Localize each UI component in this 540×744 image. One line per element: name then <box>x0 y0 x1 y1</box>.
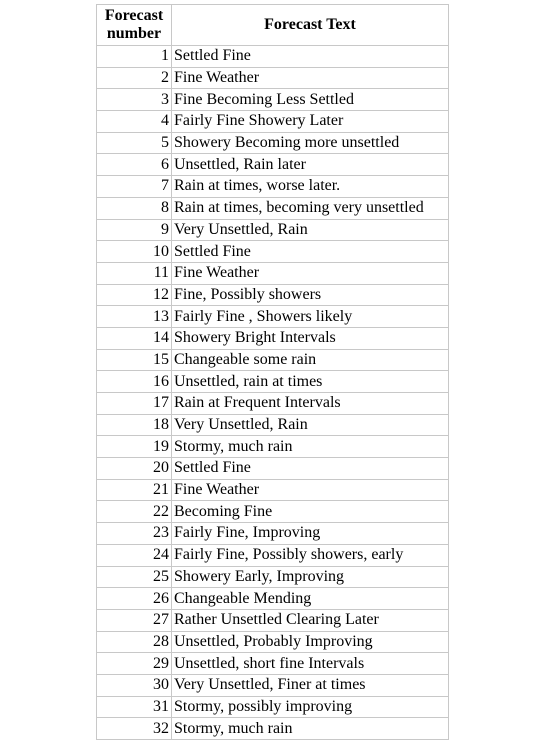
forecast-text-cell: Stormy, possibly improving <box>172 696 449 718</box>
forecast-number-cell: 29 <box>97 653 172 675</box>
table-row <box>97 132 449 154</box>
table-row <box>97 609 449 631</box>
forecast-number-cell: 9 <box>97 219 172 241</box>
forecast-number-cell: 17 <box>97 393 172 415</box>
forecast-text-cell: Settled Fine <box>172 458 449 480</box>
forecast-text-cell: Changeable some rain <box>172 349 449 371</box>
forecast-text-cell: Fine Weather <box>172 262 449 284</box>
table-row <box>97 436 449 458</box>
table-header <box>97 5 449 46</box>
forecast-number-cell: 15 <box>97 349 172 371</box>
forecast-text-cell: Showery Bright Intervals <box>172 327 449 349</box>
forecast-number-cell: 14 <box>97 327 172 349</box>
table-row <box>97 89 449 111</box>
forecast-number-cell: 8 <box>97 197 172 219</box>
forecast-number-cell: 19 <box>97 436 172 458</box>
table-row <box>97 653 449 675</box>
forecast-text-cell: Fine, Possibly showers <box>172 284 449 306</box>
forecast-number-cell: 18 <box>97 414 172 436</box>
forecast-number-cell: 1 <box>97 46 172 68</box>
table-row <box>97 501 449 523</box>
forecast-text-cell: Changeable Mending <box>172 588 449 610</box>
forecast-text-cell: Unsettled, Rain later <box>172 154 449 176</box>
forecast-number-cell: 26 <box>97 588 172 610</box>
header-forecast-number: Forecast number <box>97 5 172 46</box>
table-row <box>97 46 449 68</box>
forecast-text-cell: Stormy, much rain <box>172 436 449 458</box>
table-row <box>97 523 449 545</box>
forecast-text-cell: Fine Weather <box>172 67 449 89</box>
forecast-number-cell: 2 <box>97 67 172 89</box>
forecast-text-cell: Showery Becoming more unsettled <box>172 132 449 154</box>
table-row <box>97 219 449 241</box>
table-row <box>97 588 449 610</box>
table-row <box>97 414 449 436</box>
forecast-number-cell: 23 <box>97 523 172 545</box>
table-row <box>97 458 449 480</box>
table-row <box>97 262 449 284</box>
table-row <box>97 674 449 696</box>
table-row <box>97 241 449 263</box>
table-row <box>97 176 449 198</box>
forecast-text-cell: Stormy, much rain <box>172 718 449 740</box>
forecast-number-cell: 32 <box>97 718 172 740</box>
table-row <box>97 696 449 718</box>
table-row <box>97 544 449 566</box>
forecast-text-cell: Rain at times, worse later. <box>172 176 449 198</box>
forecast-table <box>96 4 449 740</box>
forecast-number-cell: 10 <box>97 241 172 263</box>
forecast-text-cell: Very Unsettled, Finer at times <box>172 674 449 696</box>
table-row <box>97 393 449 415</box>
table-row <box>97 566 449 588</box>
table-row <box>97 111 449 133</box>
forecast-text-cell: Fine Weather <box>172 479 449 501</box>
forecast-text-cell: Unsettled, short fine Intervals <box>172 653 449 675</box>
forecast-text-cell: Fairly Fine, Improving <box>172 523 449 545</box>
forecast-text-cell: Very Unsettled, Rain <box>172 219 449 241</box>
forecast-text-cell: Unsettled, Probably Improving <box>172 631 449 653</box>
forecast-text-cell: Becoming Fine <box>172 501 449 523</box>
forecast-number-cell: 24 <box>97 544 172 566</box>
forecast-number-cell: 16 <box>97 371 172 393</box>
forecast-number-cell: 20 <box>97 458 172 480</box>
forecast-number-cell: 5 <box>97 132 172 154</box>
forecast-number-cell: 13 <box>97 306 172 328</box>
forecast-number-cell: 25 <box>97 566 172 588</box>
forecast-text-cell: Fairly Fine, Possibly showers, early <box>172 544 449 566</box>
table-row <box>97 718 449 740</box>
table-row <box>97 284 449 306</box>
forecast-number-cell: 22 <box>97 501 172 523</box>
forecast-text-cell: Showery Early, Improving <box>172 566 449 588</box>
forecast-number-cell: 30 <box>97 674 172 696</box>
forecast-text-cell: Fairly Fine Showery Later <box>172 111 449 133</box>
table-row <box>97 631 449 653</box>
forecast-number-cell: 12 <box>97 284 172 306</box>
forecast-number-cell: 7 <box>97 176 172 198</box>
header-forecast-text: Forecast Text <box>172 5 449 46</box>
forecast-text-cell: Fairly Fine , Showers likely <box>172 306 449 328</box>
header-row <box>97 5 449 46</box>
forecast-number-cell: 31 <box>97 696 172 718</box>
forecast-text-cell: Settled Fine <box>172 241 449 263</box>
forecast-number-cell: 6 <box>97 154 172 176</box>
forecast-number-cell: 28 <box>97 631 172 653</box>
forecast-number-cell: 21 <box>97 479 172 501</box>
forecast-number-cell: 3 <box>97 89 172 111</box>
forecast-text-cell: Fine Becoming Less Settled <box>172 89 449 111</box>
table-row <box>97 371 449 393</box>
table-row <box>97 349 449 371</box>
table-row <box>97 67 449 89</box>
forecast-text-cell: Very Unsettled, Rain <box>172 414 449 436</box>
forecast-text-cell: Rain at times, becoming very unsettled <box>172 197 449 219</box>
table-row <box>97 154 449 176</box>
forecast-number-cell: 11 <box>97 262 172 284</box>
forecast-text-cell: Rather Unsettled Clearing Later <box>172 609 449 631</box>
table-body <box>97 46 449 740</box>
forecast-text-cell: Unsettled, rain at times <box>172 371 449 393</box>
table-row <box>97 306 449 328</box>
table-row <box>97 479 449 501</box>
forecast-number-cell: 4 <box>97 111 172 133</box>
forecast-text-cell: Rain at Frequent Intervals <box>172 393 449 415</box>
forecast-text-cell: Settled Fine <box>172 46 449 68</box>
table-row <box>97 197 449 219</box>
forecast-number-cell: 27 <box>97 609 172 631</box>
table-row <box>97 327 449 349</box>
